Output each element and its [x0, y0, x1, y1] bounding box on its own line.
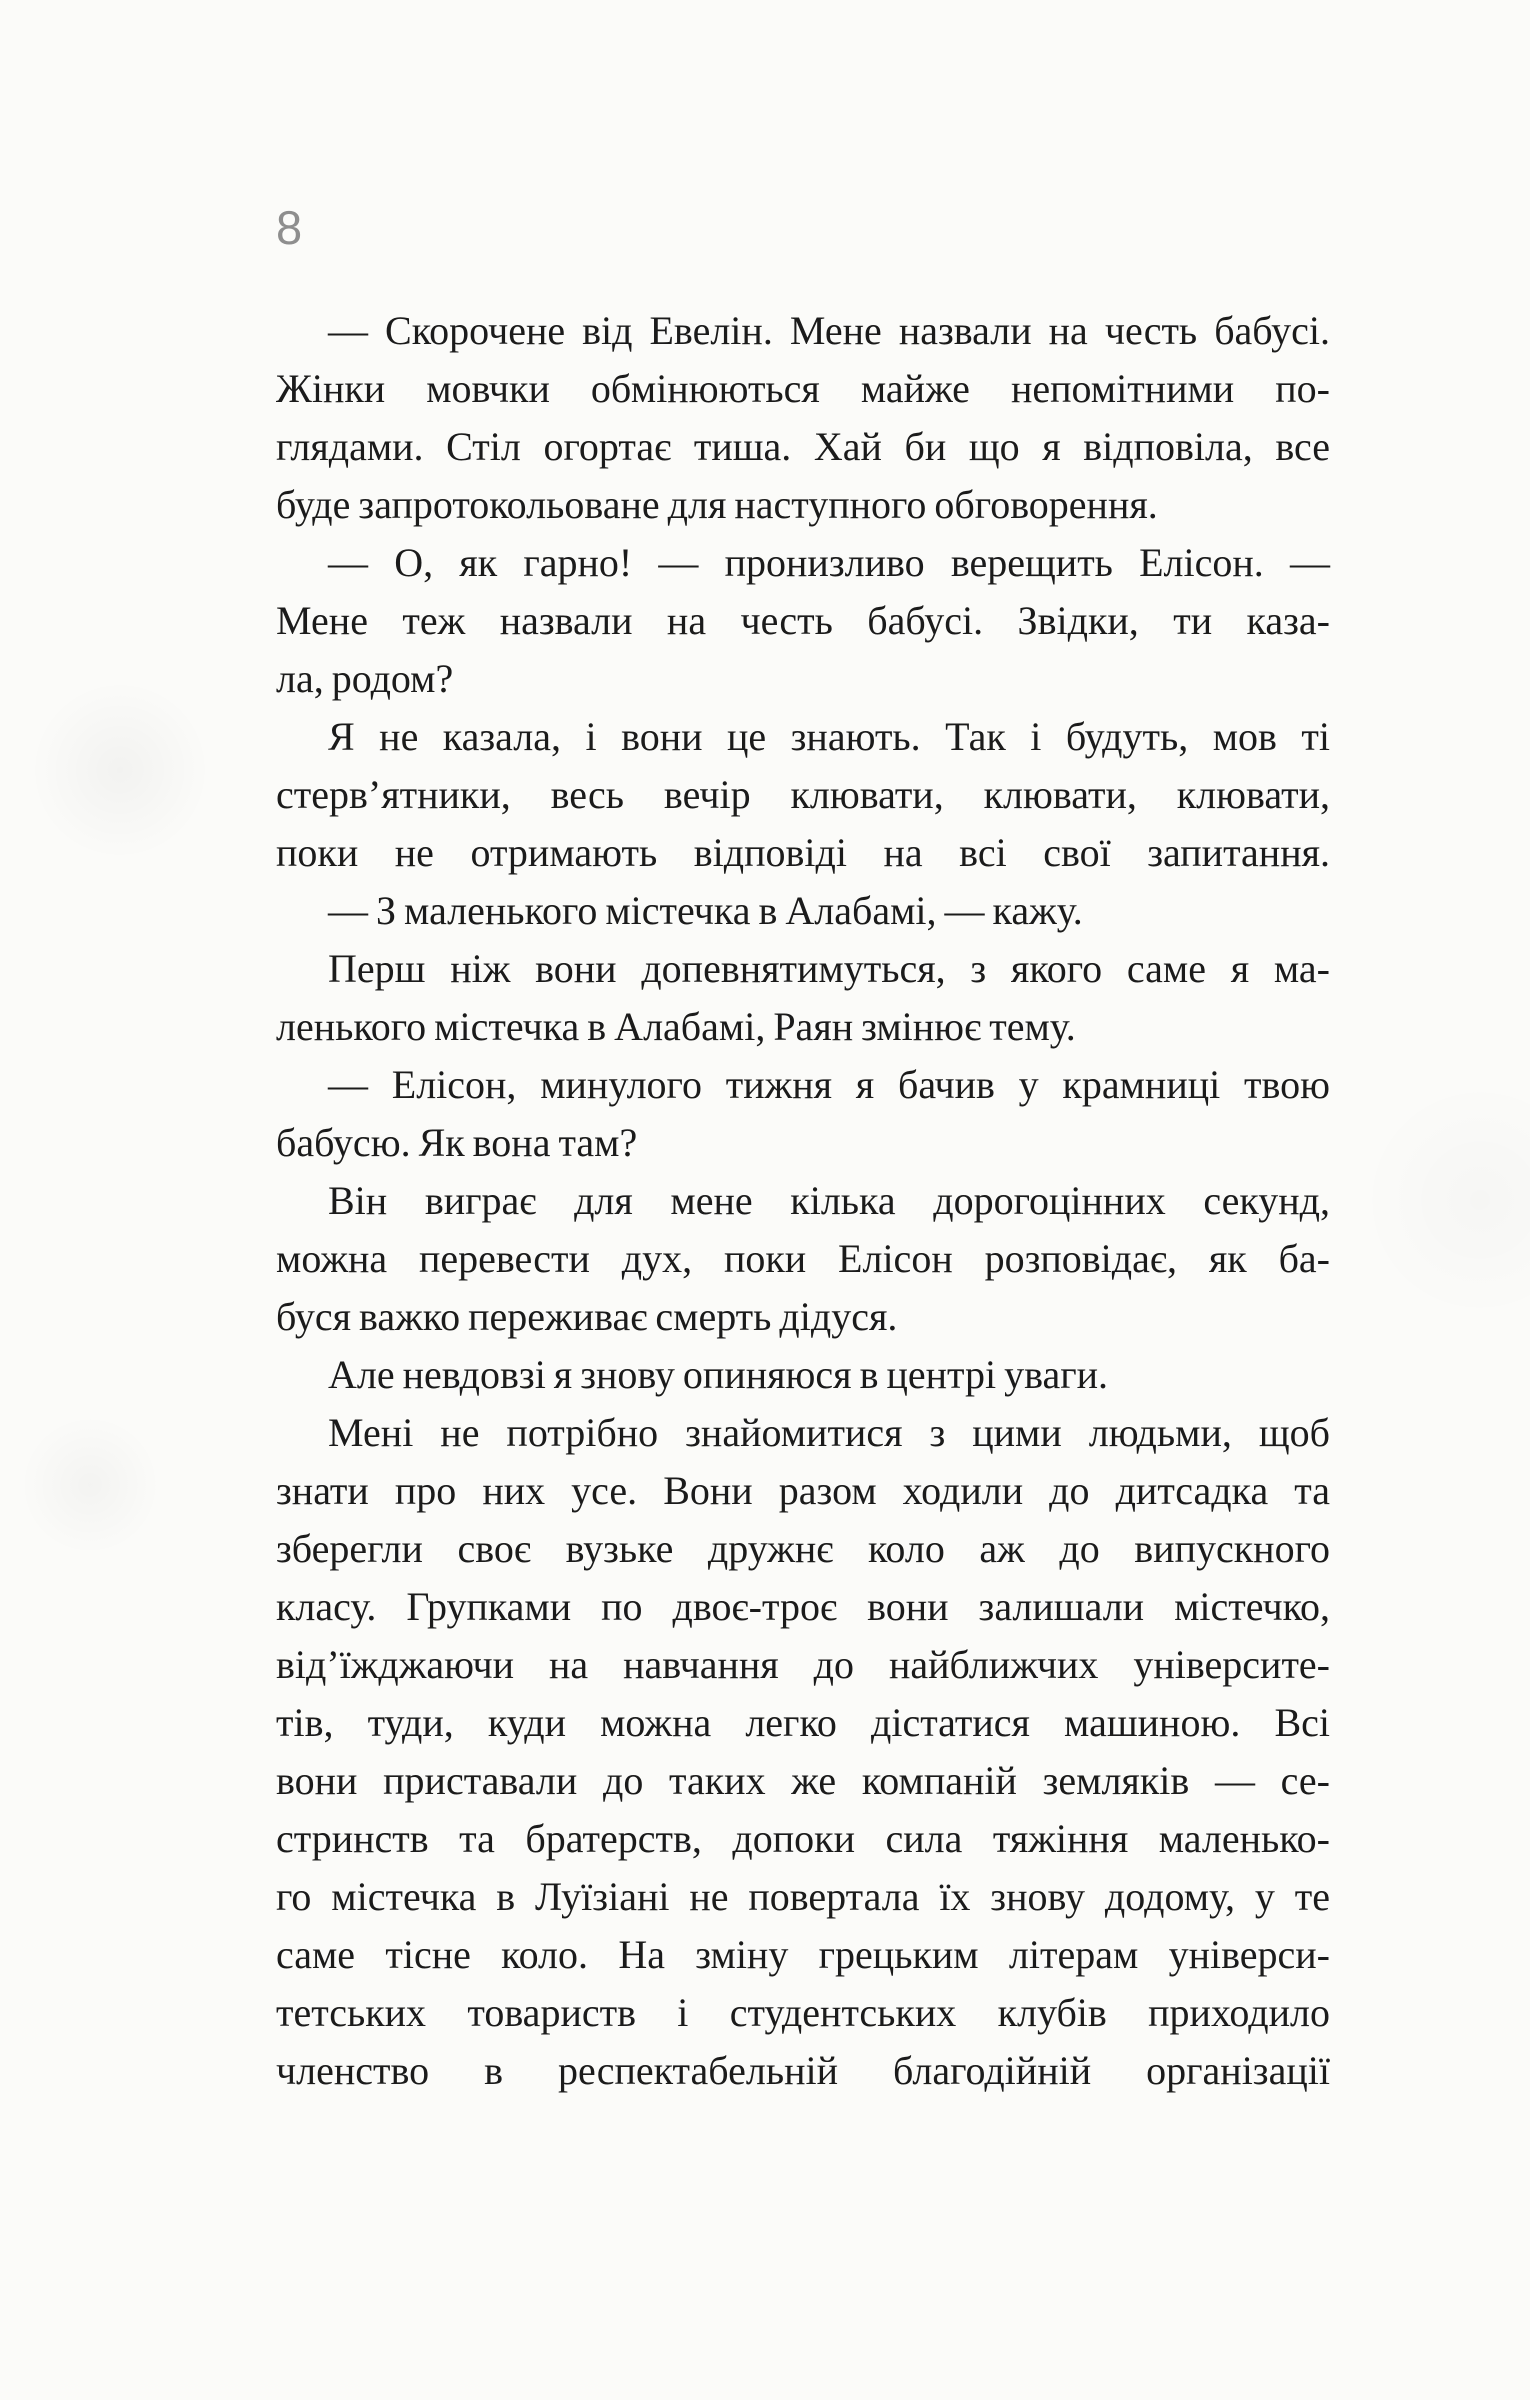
text-line: — Елісон, минулого тижня я бачив у крамниці твою [328, 1062, 1330, 1107]
text-line: буся важко переживає смерть дідуся. [276, 1294, 898, 1339]
text-line: поки не отримають відповіді на всі свої запитання. [276, 830, 1330, 875]
text-line: Він виграє для мене кілька дорогоцінних секунд, [328, 1178, 1330, 1223]
text-line: Перш ніж вони допевнятимуться, з якого саме я ма- [328, 946, 1330, 991]
text-line: Мене теж назвали на честь бабусі. Звідки, ти каза- [276, 598, 1330, 643]
text-line: вони приставали до таких же компаній земляків — се- [276, 1758, 1330, 1803]
text-line: саме тісне коло. На зміну грецьким літерам універси- [276, 1932, 1330, 1977]
page-text [276, 302, 1330, 2100]
text-line: Але невдовзі я знову опиняюся в центрі уваги. [328, 1352, 1109, 1397]
text-line: членство в респектабельній благодійній організації [276, 2048, 1330, 2093]
text-line: тів, туди, куди можна легко дістатися машиною. Всі [276, 1700, 1330, 1745]
text-line: стерв’ятники, весь вечір клювати, клювати, клювати, [276, 772, 1330, 817]
text-line: Мені не потрібно знайомитися з цими людьми, щоб [328, 1410, 1330, 1455]
text-line: — Скорочене від Евелін. Мене назвали на честь бабусі. [328, 308, 1330, 353]
text-line: глядами. Стіл огортає тиша. Хай би що я відповіла, все [276, 424, 1330, 469]
text-line: ла, родом? [276, 656, 454, 701]
text-line: бабусю. Як вона там? [276, 1120, 638, 1165]
text-line: буде запротокольоване для наступного обговорення. [276, 482, 1158, 527]
text-line: ленького містечка в Алабамі, Раян змінює тему. [276, 1004, 1076, 1049]
text-line: го містечка в Луїзіані не повертала їх знову додому, у те [276, 1874, 1330, 1919]
text-line: стринств та братерств, допоки сила тяжіння маленько- [276, 1816, 1330, 1861]
text-line: знати про них усе. Вони разом ходили до дитсадка та [276, 1468, 1330, 1513]
text-line: Я не казала, і вони це знають. Так і будуть, мов ті [328, 714, 1330, 759]
text-line: — З маленького містечка в Алабамі, — кажу. [328, 888, 1083, 933]
page-number: 8 [276, 201, 304, 254]
text-line: Жінки мовчки обмінюються майже непомітними по- [276, 366, 1330, 411]
text-line: — О, як гарно! — пронизливо верещить Елісон. — [328, 540, 1330, 585]
text-line: від’їжджаючи на навчання до найближчих університе- [276, 1642, 1330, 1687]
text-line: можна перевести дух, поки Елісон розповідає, як ба- [276, 1236, 1330, 1281]
text-line: зберегли своє вузьке дружнє коло аж до випускного [276, 1526, 1330, 1571]
text-line: класу. Групками по двоє-троє вони залишали містечко, [276, 1584, 1330, 1629]
text-line: тетських товариств і студентських клубів приходило [276, 1990, 1330, 2035]
